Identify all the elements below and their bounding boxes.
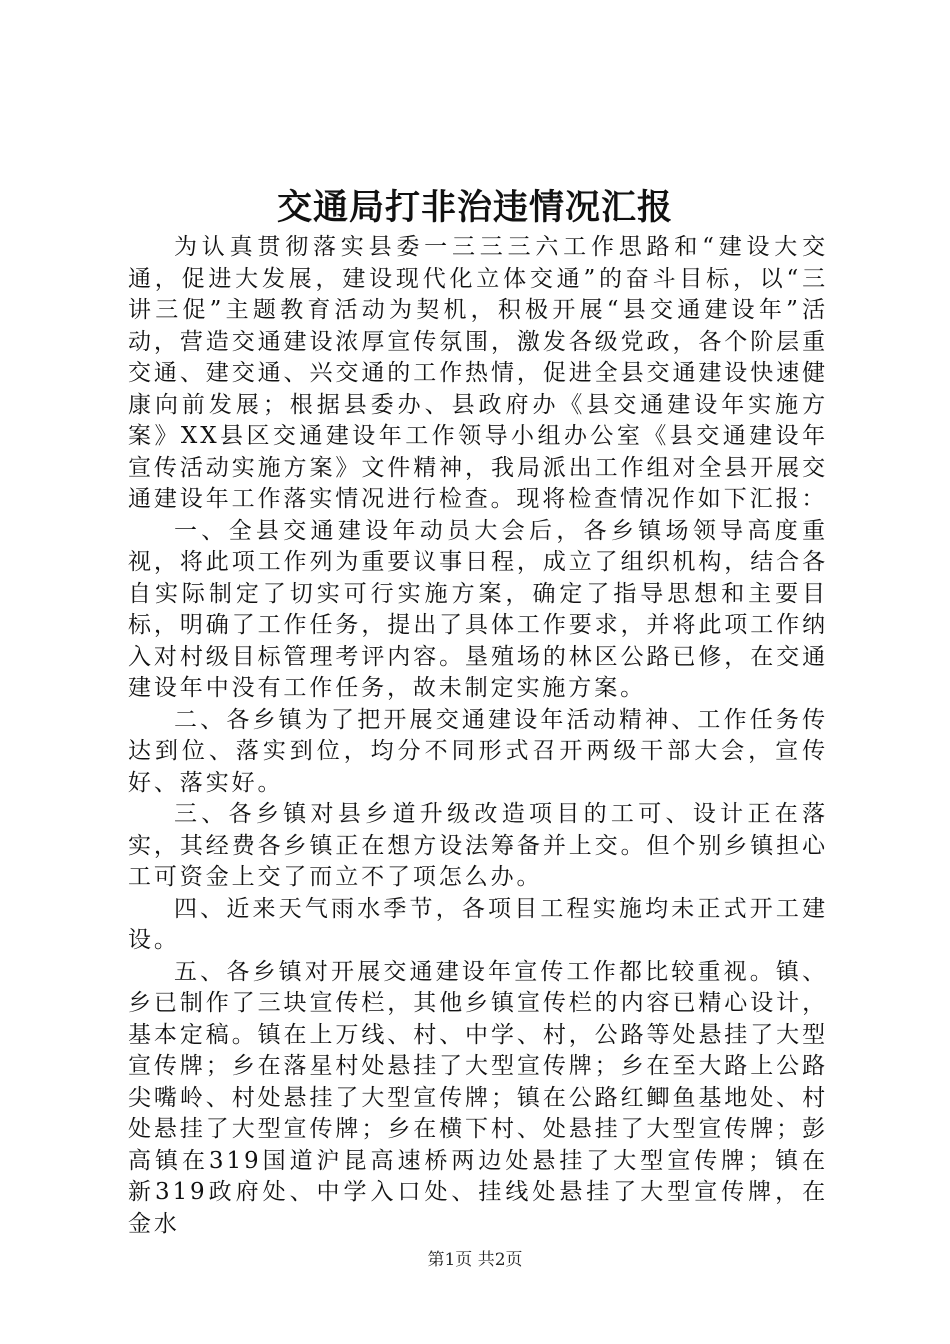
page-number-footer: 第1页 共2页 — [427, 1250, 523, 1270]
paragraph-item-2: 二、各乡镇为了把开展交通建设年活动精神、工作任务传达到位、落实到位，均分不同形式召开两级干部大会，宣传好、落实好。 — [128, 706, 828, 796]
paragraph-intro: 为认真贯彻落实县委一三三三六工作思路和“建设大交通，促进大发展，建设现代化立体交通”的奋斗目标，以“三讲三促”主题教育活动为契机，积极开展“县交通建设年”活动，营造交通建设浓厚宣传氛围，激发各级党政，各个阶层重交通、建交通、兴交通的工作热情，促进全县交通建设快速健康向前发展；根据县委办、县政府办《县交通建设年实施方案》XX县区交通建设年工作领导小组办公室《县交通建设年宣传活动实施方案》文件精神，我局派出工作组对全县开展交通建设年工作落实情况进行检查。现将检查情况作如下汇报： — [128, 234, 828, 512]
document-title: 交通局打非治违情况汇报 — [276, 187, 673, 228]
document-body — [128, 232, 828, 1240]
paragraph-item-5: 五、各乡镇对开展交通建设年宣传工作都比较重视。镇、乡已制作了三块宣传栏，其他乡镇宣传栏的内容已精心设计，基本定稿。镇在上万线、村、中学、村，公路等处悬挂了大型宣传牌；乡在落星村处悬挂了大型宣传牌；乡在至大路上公路尖嘴岭、村处悬挂了大型宣传牌；镇在公路红鲫鱼基地处、村处悬挂了大型宣传牌；乡在横下村、处悬挂了大型宣传牌；彭高镇在319国道沪昆高速桥两边处悬挂了大型宣传牌；镇在新319政府处、中学入口处、挂线处悬挂了大型宣传牌，在金水 — [128, 958, 828, 1237]
paragraph-item-3: 三、各乡镇对县乡道升级改造项目的工可、设计正在落实，其经费各乡镇正在想方设法筹备并上交。但个别乡镇担心工可资金上交了而立不了项怎么办。 — [128, 801, 828, 890]
paragraph-item-1: 一、全县交通建设年动员大会后，各乡镇场领导高度重视，将此项工作列为重要议事日程，成立了组织机构，结合各自实际制定了切实可行实施方案，确定了指导思想和主要目标，明确了工作任务，提出了具体工作要求，并将此项工作纳入对村级目标管理考评内容。垦殖场的林区公路已修，在交通建设年中没有工作任务，故未制定实施方案。 — [128, 517, 828, 701]
paragraph-item-4: 四、近来天气雨水季节，各项目工程实施均未正式开工建设。 — [128, 895, 828, 953]
